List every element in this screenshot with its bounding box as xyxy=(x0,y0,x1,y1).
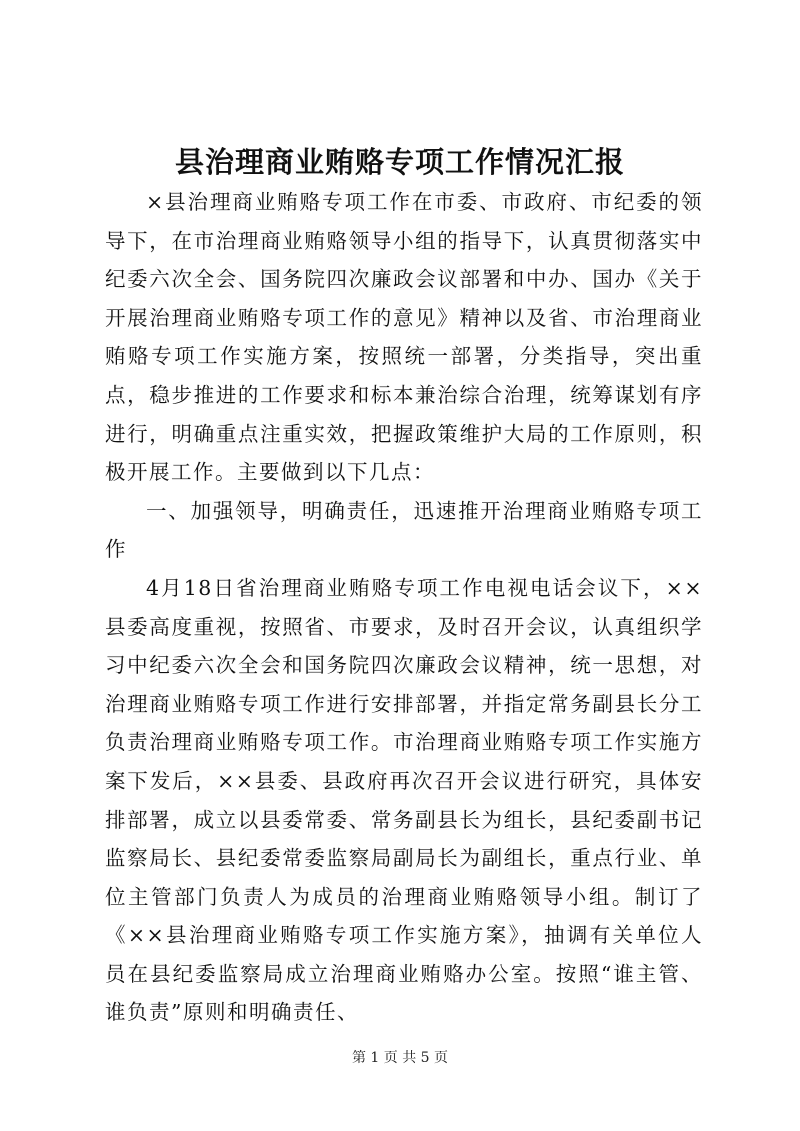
section-heading-1: 一、加强领导，明确责任，迅速推开治理商业贿赂专项工作 xyxy=(105,498,703,562)
paragraph-intro: ×县治理商业贿赂专项工作在市委、市政府、市纪委的领导下，在市治理商业贿赂领导小组的指导下，认真贯彻落实中纪委六次全会、国务院四次廉政会议部署和中办、国办《关于开展治理商业贿赂专项工作的意见》精神以及省、市治理商业贿赂专项工作实施方案，按照统一部署，分类指导，突出重点，稳步推进的工作要求和标本兼治综合治理，统筹谋划有序进行，明确重点注重实效，把握政策维护大局的工作原则，积极开展工作。主要做到以下几点： xyxy=(105,190,703,485)
document-title: 县治理商业贿赂专项工作情况汇报 xyxy=(174,145,625,179)
document-body xyxy=(105,183,703,1032)
paragraph-section-1: 4月18日省治理商业贿赂专项工作电视电话会议下，××县委高度重视，按照省、市要求，及时召开会议，认真组织学习中纪委六次全会和国务院四次廉政会议精神，统一思想，对治理商业贿赂专项工作进行安排部署，并指定常务副县长分工负责治理商业贿赂专项工作。市治理商业贿赂专项工作实施方案下发后，××县委、县政府再次召开会议进行研究，具体安排部署，成立以县委常委、常务副县长为组长，县纪委副书记监察局长、县纪委常委监察局副局长为副组长，重点行业、单位主管部门负责人为成员的治理商业贿赂领导小组。制订了《××县治理商业贿赂专项工作实施方案》，抽调有关单位人员在县纪委监察局成立治理商业贿赂办公室。按照“谁主管、谁负责”原则和明确责任、 xyxy=(105,575,703,1025)
page-number-footer: 第 1 页 共 5 页 xyxy=(351,1050,449,1066)
